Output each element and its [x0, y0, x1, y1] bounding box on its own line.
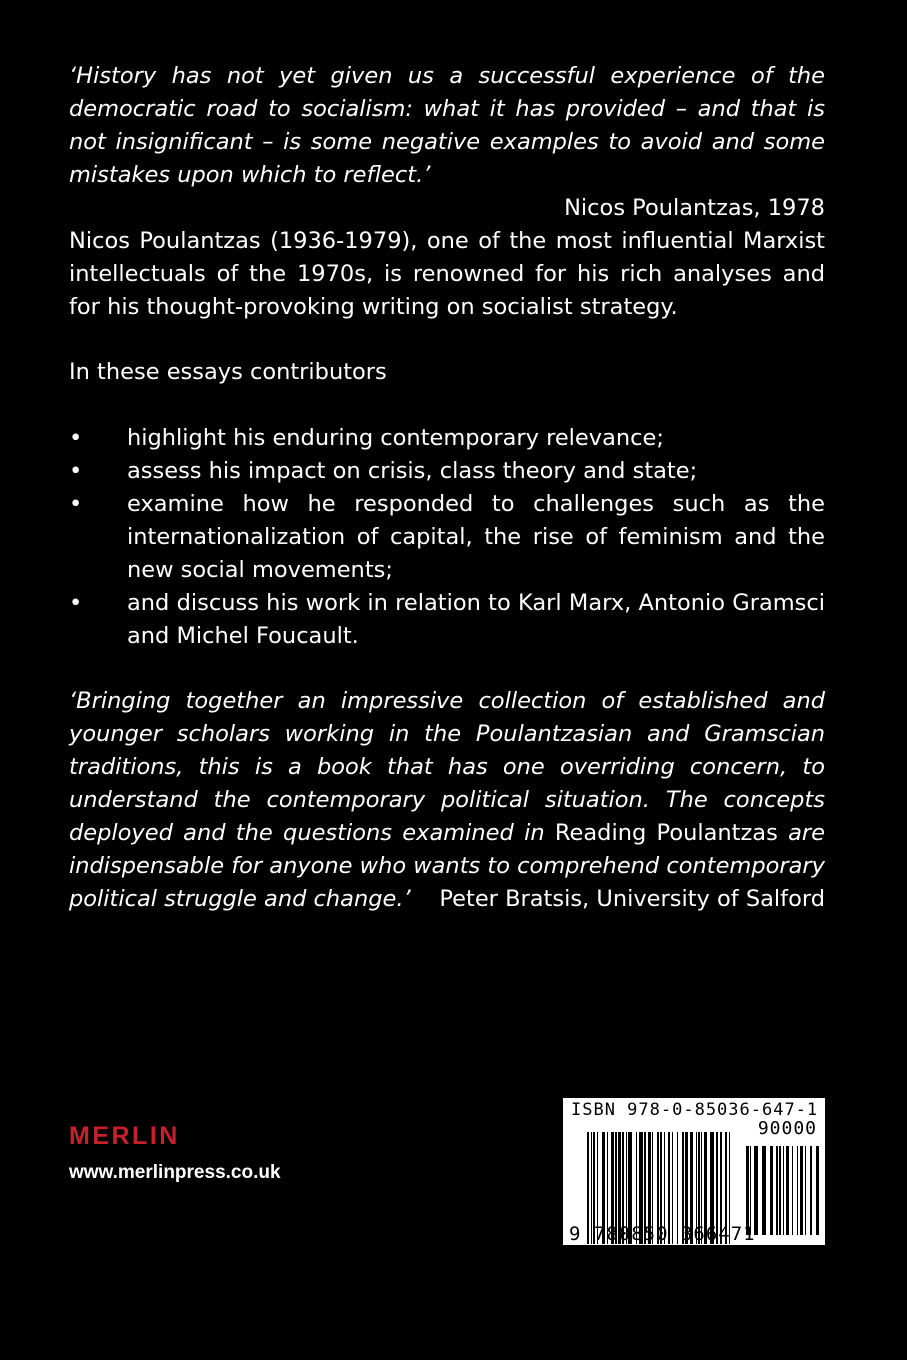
- list-item-text: assess his impact on crisis, class theory and state;: [127, 458, 698, 484]
- barcode-bar: [800, 1146, 803, 1235]
- bullet-icon: •: [69, 590, 83, 616]
- barcode-bar: [786, 1146, 789, 1235]
- opening-quote: [69, 60, 825, 225]
- barcode-bar: [750, 1146, 751, 1235]
- list-item: [69, 488, 825, 587]
- bullet-icon: •: [69, 458, 83, 484]
- list-item: [69, 455, 825, 488]
- barcode-bar: [746, 1146, 749, 1235]
- essays-lead: In these essays contributors: [69, 359, 387, 385]
- opening-quote-text: ‘History has not yet given us a successful experience of the democratic road to socialism: what it has provided – and that is not insignificant – is some negative examples to avoid and some mistakes upon which to reflect.’: [69, 63, 825, 188]
- endorsement-text: ‘Bringing together an impressive collection of established and younger scholars working in the Poulantzasian and Gramscian traditions, this is a book that has one overriding concern, to understand the contemporary political situation. The concepts deployed and the questions examined in: [69, 688, 825, 846]
- list-item-text: highlight his enduring contemporary relevance;: [127, 425, 664, 451]
- list-item-text: and discuss his work in relation to Karl Marx, Antonio Gramsci and Michel Foucault.: [127, 590, 825, 649]
- opening-quote-attribution: Nicos Poulantzas, 1978: [564, 195, 825, 221]
- contributions-list: [69, 422, 825, 653]
- endorsement-text-end: are indispensable for anyone who wants to comprehend contemporary political struggle and change.’: [69, 820, 825, 912]
- list-item-text: examine how he responded to challenges such as the internationalization of capital, the rise of feminism and the new social movements;: [127, 491, 825, 583]
- barcode-bar: [783, 1146, 784, 1235]
- barcode-digits: 9 780850 366471: [569, 1223, 756, 1245]
- barcode-bar: [776, 1146, 778, 1235]
- author-intro: Nicos Poulantzas (1936-1979), one of the most influential Marxist intellectuals of the 1970s, is renowned for his rich analyses and for his thought-provoking writing on socialist strategy.: [69, 228, 825, 320]
- barcode-bar: [779, 1146, 781, 1235]
- isbn-text: ISBN 978-0-85036-647-1: [571, 1100, 819, 1120]
- barcode-bar: [792, 1146, 793, 1235]
- barcode-bar: [805, 1146, 806, 1235]
- barcode-bar: [754, 1146, 758, 1235]
- publisher-url: www.merlinpress.co.uk: [69, 1162, 281, 1183]
- endorsement-quote: [69, 685, 825, 916]
- barcode-bar: [810, 1146, 812, 1235]
- publisher-logo: MERLIN: [69, 1122, 180, 1150]
- barcode-bar: [762, 1146, 766, 1235]
- price-addon: 90000: [757, 1118, 817, 1139]
- list-item: [69, 422, 825, 455]
- bullet-icon: •: [69, 491, 83, 517]
- list-item: [69, 587, 825, 653]
- book-title: Reading Poulantzas: [554, 820, 778, 846]
- bullet-icon: •: [69, 425, 83, 451]
- barcode-bar: [816, 1146, 819, 1235]
- barcode-bar: [770, 1146, 773, 1235]
- endorsement-attribution: Peter Bratsis, University of Salford: [439, 886, 825, 912]
- isbn-barcode: [563, 1098, 825, 1245]
- barcode-bar: [797, 1146, 798, 1235]
